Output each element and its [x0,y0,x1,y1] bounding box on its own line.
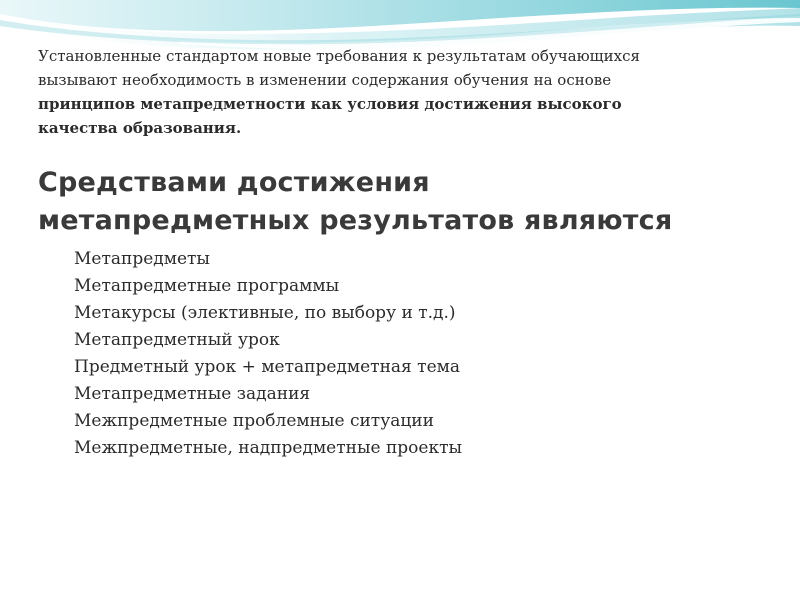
means-list [38,246,778,462]
intro-bold-line-2: качества образования. [38,119,242,137]
heading-line-1: Средствами достижения [38,167,430,198]
intro-paragraph [38,44,778,140]
list-item: Межпредметные, надпредметные проекты [74,438,463,458]
intro-bold-line-1: принципов метапредметности как условия достижения высокого [38,95,622,113]
list-item: Межпредметные проблемные ситуации [74,411,434,431]
list-item: Предметный урок + метапредметная тема [74,357,460,377]
list-item: Метакурсы (элективные, по выбору и т.д.) [74,303,456,323]
list-item: Метапредметы [74,249,210,269]
list-item: Метапредметные задания [74,384,311,404]
list-item: Метапредметный урок [74,330,280,350]
intro-line-2: вызывают необходимость в изменении содержания обучения на основе [38,71,612,89]
heading-line-2: метапредметных результатов являются [38,205,673,236]
section-heading [38,164,778,240]
slide-content [38,44,778,462]
list-item: Метапредметные программы [74,276,340,296]
intro-line-1: Установленные стандартом новые требования к результатам обучающихся [38,47,640,65]
